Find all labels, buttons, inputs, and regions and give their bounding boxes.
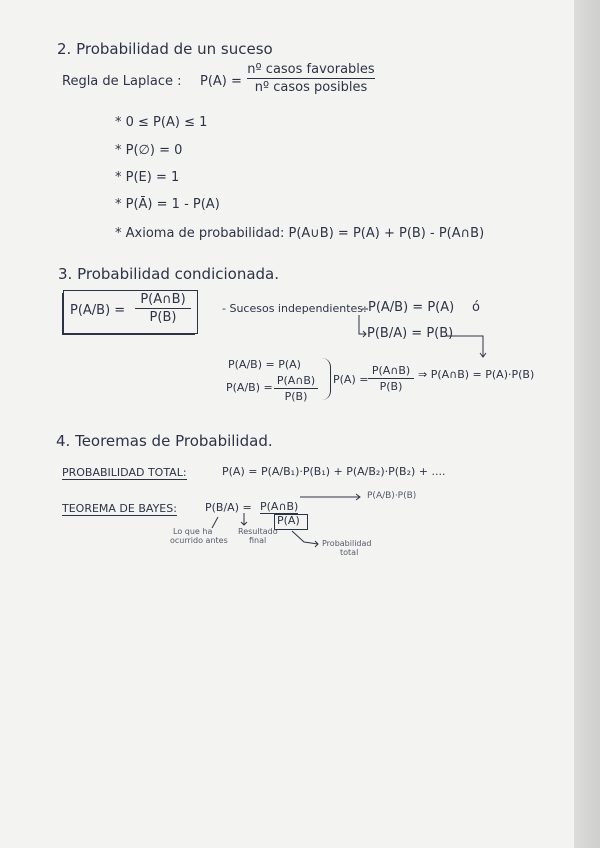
section-2-title: 2. Probabilidad de un suceso bbox=[57, 40, 273, 58]
section-3-title: 3. Probabilidad condicionada. bbox=[58, 265, 280, 283]
note-result-2: final bbox=[249, 536, 267, 545]
property-5: * Axioma de probabilidad: P(A∪B) = P(A) + P(B) - P(A∩B) bbox=[115, 226, 485, 241]
result-lhs: P(A) = bbox=[333, 373, 369, 386]
box-numerator: P(A∩B) bbox=[140, 292, 186, 307]
bayes-expansion: P(A/B)·P(B) bbox=[367, 491, 417, 501]
independent-eq-1: P(A/B) = P(A) bbox=[368, 300, 455, 315]
box-lhs: P(A/B) = bbox=[70, 303, 126, 318]
derivation-lhs: P(A/B) = bbox=[226, 381, 273, 394]
box-denominator: P(B) bbox=[149, 310, 177, 325]
laplace-label: Regla de Laplace : bbox=[62, 74, 182, 89]
bayes-numerator: P(A∩B) bbox=[260, 500, 299, 513]
result-denominator: P(B) bbox=[379, 380, 403, 393]
property-3: * P(E) = 1 bbox=[115, 170, 180, 185]
laplace-numerator: nº casos favorables bbox=[247, 62, 375, 77]
or-symbol: ó bbox=[472, 300, 480, 315]
total-probability-label: PROBABILIDAD TOTAL: bbox=[62, 466, 187, 479]
property-1: * 0 ≤ P(A) ≤ 1 bbox=[115, 115, 208, 130]
note-total-1: Probabilidad bbox=[322, 539, 372, 548]
note-before-2: ocurrido antes bbox=[170, 536, 228, 545]
bayes-label: TEOREMA DE BAYES: bbox=[62, 502, 177, 515]
laplace-denominator: nº casos posibles bbox=[254, 80, 368, 95]
section-4-title: 4. Teoremas de Probabilidad. bbox=[56, 432, 273, 450]
independent-label: - Sucesos independientes: bbox=[222, 302, 367, 315]
bayes-denominator: P(A) bbox=[277, 514, 300, 527]
property-2: * P(∅) = 0 bbox=[115, 143, 183, 158]
independent-eq-2: P(B/A) = P(B) bbox=[367, 326, 454, 341]
note-total-2: total bbox=[340, 548, 359, 557]
total-probability-formula: P(A) = P(A/B₁)·P(B₁) + P(A/B₂)·P(B₂) + .... bbox=[222, 465, 446, 478]
result-numerator: P(A∩B) bbox=[371, 364, 411, 377]
derivation-eq-1: P(A/B) = P(A) bbox=[228, 358, 301, 371]
derivation-numerator: P(A∩B) bbox=[276, 374, 316, 387]
note-before-1: Lo que ha bbox=[173, 527, 213, 536]
bayes-lhs: P(B/A) = bbox=[205, 501, 252, 514]
note-result-1: Resultado bbox=[238, 527, 278, 536]
derivation-denominator: P(B) bbox=[284, 390, 308, 403]
laplace-lhs: P(A) = bbox=[200, 74, 242, 89]
property-4: * P(Ā) = 1 - P(A) bbox=[115, 197, 220, 212]
result-final: ⇒ P(A∩B) = P(A)·P(B) bbox=[418, 368, 535, 381]
